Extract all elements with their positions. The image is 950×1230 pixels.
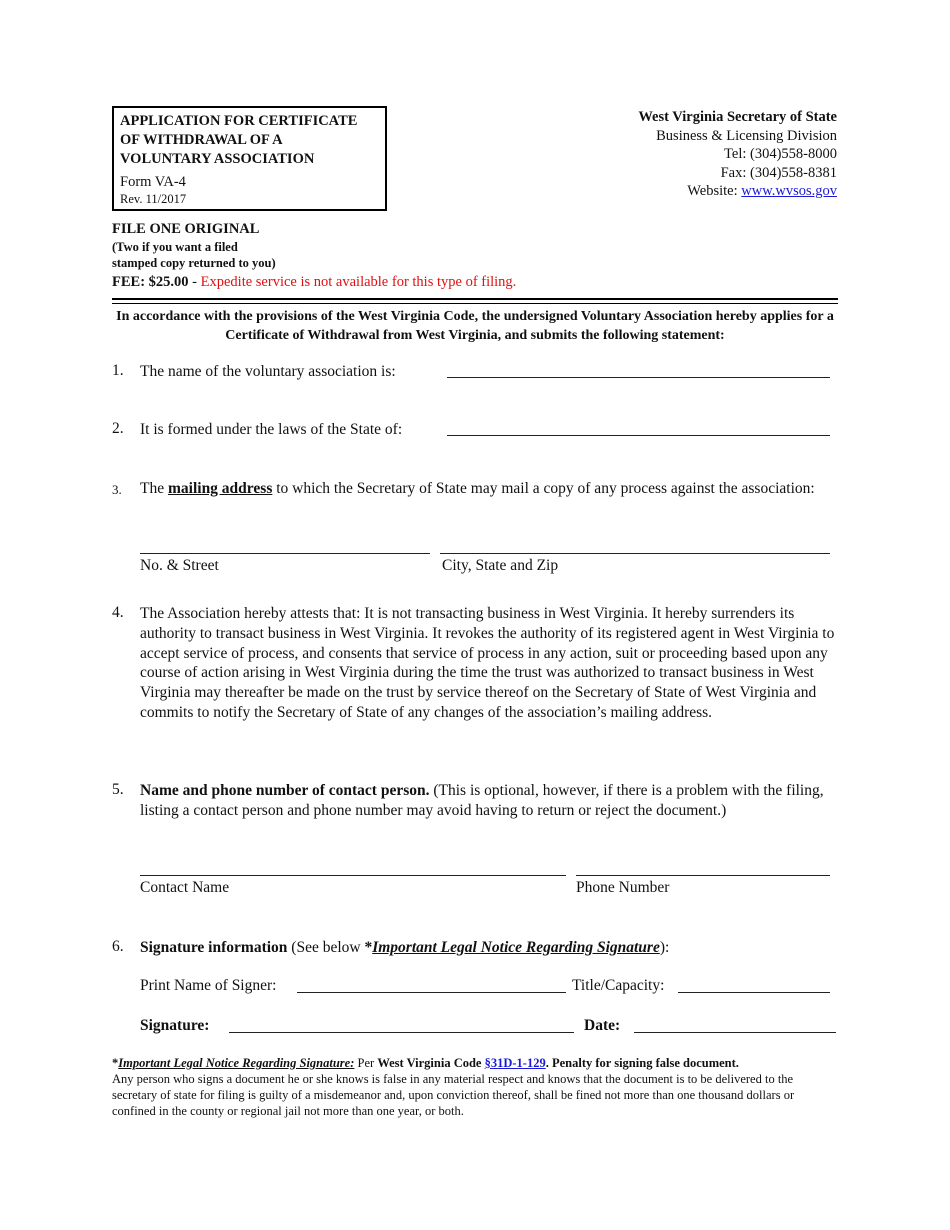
fee-line [112, 274, 516, 291]
legal-notice-body: Any person who signs a document he or she knows is false in any material respect and knows that the document is to be delivered to the secretary of state for filing is guilty of a misdemeanor and, upon conviction thereof, shall be fined not more than one thousand dollars or confined in the county or regional jail not more than one year, or both. [112, 1072, 795, 1118]
association-name-field[interactable] [447, 377, 830, 378]
formation-state-field[interactable] [447, 435, 830, 436]
notice-star: * [112, 1056, 119, 1070]
city-state-zip-label: City, State and Zip [442, 557, 559, 574]
filing-note-line-2: stamped copy returned to you) [112, 256, 276, 270]
divider-thin [112, 303, 838, 304]
legal-notice-heading-line [112, 1055, 840, 1071]
city-state-zip-field[interactable] [440, 553, 830, 554]
item-3-number: 3. [112, 482, 122, 497]
form-revision: Rev. 11/2017 [120, 192, 187, 206]
agency-contact-block [638, 108, 837, 201]
notice-heading: Important Legal Notice Regarding Signature: [118, 1056, 355, 1070]
contact-heading: Name and phone number of contact person. [140, 782, 430, 799]
date-label: Date: [584, 1017, 621, 1034]
signature-info-heading: Signature information [140, 939, 288, 956]
form-title-line-2: OF WITHDRAWAL OF A [120, 132, 283, 148]
print-name-label: Print Name of Signer: [140, 977, 277, 994]
fee-amount: FEE: $25.00 [112, 274, 189, 290]
agency-website [638, 182, 837, 201]
form-title-box [112, 106, 387, 211]
form-title-line-3: VOLUNTARY ASSOCIATION [120, 151, 315, 167]
street-label: No. & Street [140, 557, 219, 574]
code-section-link[interactable]: §31D-1-129 [484, 1056, 546, 1070]
print-name-field[interactable] [297, 992, 566, 993]
signature-field[interactable] [229, 1032, 574, 1033]
phone-number-label: Phone Number [576, 879, 670, 896]
phone-number-field[interactable] [576, 875, 830, 876]
item-6-star: * [364, 939, 373, 956]
fee-separator: - [188, 274, 201, 290]
important-notice-reference: Important Legal Notice Regarding Signature [372, 939, 660, 956]
item-6-pre: (See below [287, 939, 365, 956]
date-field[interactable] [634, 1032, 836, 1033]
street-field[interactable] [140, 553, 430, 554]
intro-statement: In accordance with the provisions of the West Virginia Code, the undersigned Voluntary Association hereby applies for a Certificate of Withdrawal from West Virginia, and submits the following statement: [116, 309, 834, 343]
website-label: Website: [687, 183, 742, 199]
file-one-original: FILE ONE ORIGINAL [112, 221, 260, 237]
notice-penalty: . Penalty for signing false document. [545, 1056, 739, 1070]
item-5-number: 5. [112, 781, 124, 798]
item-1-label: The name of the voluntary association is: [140, 363, 396, 380]
title-capacity-label: Title/Capacity: [572, 977, 665, 994]
contact-instructions: (This is optional, however, if there is a problem with the filing, listing a contact person and phone number may avoid having to return or reject the document.) [140, 782, 824, 819]
form-number: Form VA-4 [120, 174, 186, 190]
notice-per: Per [354, 1056, 378, 1070]
item-6-post: ): [659, 939, 670, 956]
item-3-pre: The [140, 480, 168, 497]
item-5-text [140, 781, 838, 821]
legal-notice [112, 1055, 840, 1119]
agency-name: West Virginia Secretary of State [638, 109, 837, 125]
form-title-line-1: APPLICATION FOR CERTIFICATE [120, 113, 358, 129]
divider-thick [112, 298, 838, 300]
website-link[interactable]: www.wvsos.gov [741, 183, 837, 199]
contact-name-field[interactable] [140, 875, 566, 876]
item-4-number: 4. [112, 604, 124, 621]
signature-label: Signature: [140, 1017, 210, 1034]
agency-fax: Fax: (304)558-8381 [720, 164, 837, 181]
title-capacity-field[interactable] [678, 992, 830, 993]
notice-code: West Virginia Code [377, 1056, 482, 1070]
agency-division: Business & Licensing Division [656, 127, 837, 144]
expedite-notice: Expedite service is not available for this type of filing. [200, 274, 517, 290]
item-3-post: to which the Secretary of State may mail a copy of any process against the association: [272, 480, 815, 497]
item-2-label: It is formed under the laws of the State of: [140, 421, 403, 438]
item-1-number: 1. [112, 362, 124, 379]
item-6-number: 6. [112, 938, 124, 955]
agency-tel: Tel: (304)558-8000 [724, 146, 837, 162]
item-6-heading [140, 938, 669, 958]
item-3-text [140, 479, 840, 499]
item-2-number: 2. [112, 420, 124, 437]
filing-note-line-1: (Two if you want a filed [112, 240, 238, 254]
item-4-attestation: The Association hereby attests that: It is not transacting business in West Virginia. It hereby surrenders its authority to transact business in West Virginia. It revokes the authority of its registered agent in West Virginia to accept service of process, and consents that service of process in any action, suit or proceeding based upon any course of action arising in West Virginia during the time the trust was authorized to transact business in West Virginia may thereafter be made on the trust by service thereof on the Secretary of State of West Virginia and commits to notify the Secretary of State of any changes of the association’s mailing address. [140, 605, 835, 721]
mailing-address-emphasis: mailing address [167, 480, 273, 497]
contact-name-label: Contact Name [140, 879, 230, 896]
